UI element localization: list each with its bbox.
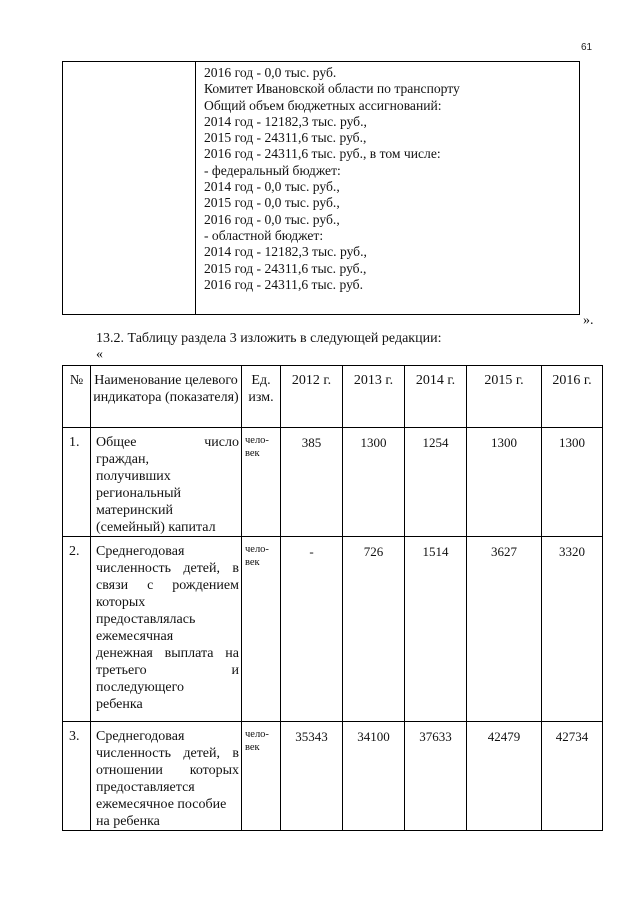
header-year-2016: 2016 г. xyxy=(542,366,603,428)
table-header-row xyxy=(63,366,603,428)
funding-line: 2015 год - 24311,6 тыс. руб., xyxy=(204,130,367,146)
funding-continuation-table xyxy=(62,61,580,315)
funding-line: 2016 год - 24311,6 тыс. руб., в том числе: xyxy=(204,146,441,162)
funding-line: 2014 год - 12182,3 тыс. руб., xyxy=(204,244,367,260)
header-indicator-name: Наименование целевого индикатора (показателя) xyxy=(91,366,242,428)
table-row xyxy=(63,428,603,537)
indicator-name-line: которых xyxy=(96,595,146,610)
funding-line: Комитет Ивановской области по транспорту xyxy=(204,81,460,97)
indicator-name xyxy=(91,428,242,537)
funding-line: 2016 год - 0,0 тыс. руб. xyxy=(204,65,337,80)
funding-line: Общий объем бюджетных ассигнований: xyxy=(204,97,442,113)
row-number: 2. xyxy=(63,537,91,722)
unit-cell xyxy=(242,722,281,831)
unit-line: век xyxy=(245,557,260,568)
closing-quote: ». xyxy=(583,313,594,328)
indicator-name-line: материнский xyxy=(96,503,173,518)
funding-line: - федеральный бюджет: xyxy=(204,162,341,178)
opening-quote: « xyxy=(96,347,103,362)
funding-line: 2014 год - 0,0 тыс. руб., xyxy=(204,179,340,195)
indicator-name-line: предоставляется xyxy=(96,780,195,795)
indicator-name-line: региональный xyxy=(96,486,182,501)
funding-line: - областной бюджет: xyxy=(204,227,324,243)
value-2014: 1514 xyxy=(405,537,467,722)
table-row xyxy=(63,537,603,722)
indicator-name-line: ребенка xyxy=(96,697,143,712)
indicator-name-line: на ребенка xyxy=(96,814,160,829)
indicator-name-line: численность детей, в xyxy=(96,746,239,761)
indicator-name-line: ежемесячная xyxy=(96,629,174,644)
funding-line: 2016 год - 24311,6 тыс. руб. xyxy=(204,276,363,292)
value-2012: - xyxy=(281,537,343,722)
funding-line: 2014 год - 12182,3 тыс. руб., xyxy=(204,113,367,129)
table-row xyxy=(63,722,603,831)
continuation-right-cell xyxy=(196,62,580,315)
unit-line: чело- xyxy=(245,729,269,740)
unit-line: чело- xyxy=(245,435,269,446)
indicator-name-line: третьего и xyxy=(96,663,239,678)
page-number: 61 xyxy=(581,42,593,53)
indicator-name-line: ежемесячное пособие xyxy=(96,797,227,812)
indicator-name-line: Общее число xyxy=(96,435,239,450)
header-number: № xyxy=(63,366,91,428)
unit-cell xyxy=(242,537,281,722)
value-2015: 42479 xyxy=(467,722,542,831)
value-2016: 42734 xyxy=(542,722,603,831)
indicator-name-line: Среднегодовая xyxy=(96,729,185,744)
value-2016: 1300 xyxy=(542,428,603,537)
funding-line: 2015 год - 0,0 тыс. руб., xyxy=(204,195,340,211)
header-year-2013: 2013 г. xyxy=(343,366,405,428)
funding-line: 2015 год - 24311,6 тыс. руб., xyxy=(204,260,367,276)
value-2013: 34100 xyxy=(343,722,405,831)
row-number: 1. xyxy=(63,428,91,537)
header-year-2015: 2015 г. xyxy=(467,366,542,428)
header-year-2012: 2012 г. xyxy=(281,366,343,428)
unit-line: век xyxy=(245,742,260,753)
header-unit: Ед. изм. xyxy=(242,366,281,428)
indicator-name-line: получивших xyxy=(96,469,171,484)
unit-cell xyxy=(242,428,281,537)
indicator-name-line: численность детей, в xyxy=(96,561,239,576)
value-2013: 1300 xyxy=(343,428,405,537)
value-2014: 1254 xyxy=(405,428,467,537)
funding-line: 2016 год - 0,0 тыс. руб., xyxy=(204,211,340,227)
indicator-name-line: предоставлялась xyxy=(96,612,196,627)
indicator-name xyxy=(91,537,242,722)
indicator-name-line: Среднегодовая xyxy=(96,544,185,559)
value-2016: 3320 xyxy=(542,537,603,722)
unit-line: век xyxy=(245,448,260,459)
header-year-2014: 2014 г. xyxy=(405,366,467,428)
indicator-name xyxy=(91,722,242,831)
indicator-name-line: (семейный) капитал xyxy=(96,520,216,535)
row-number: 3. xyxy=(63,722,91,831)
indicator-name-line: денежная выплата на xyxy=(96,646,239,661)
value-2014: 37633 xyxy=(405,722,467,831)
value-2013: 726 xyxy=(343,537,405,722)
indicator-table xyxy=(62,365,603,831)
indicator-name-line: связи с рождением xyxy=(96,578,239,593)
continuation-left-cell xyxy=(63,62,196,315)
section-heading: 13.2. Таблицу раздела 3 изложить в следующей редакции: xyxy=(96,331,442,346)
value-2012: 35343 xyxy=(281,722,343,831)
indicator-name-line: отношении которых xyxy=(96,763,239,778)
value-2012: 385 xyxy=(281,428,343,537)
indicator-name-line: последующего xyxy=(96,680,185,695)
indicator-name-line: граждан, xyxy=(96,452,149,467)
unit-line: чело- xyxy=(245,544,269,555)
value-2015: 1300 xyxy=(467,428,542,537)
value-2015: 3627 xyxy=(467,537,542,722)
